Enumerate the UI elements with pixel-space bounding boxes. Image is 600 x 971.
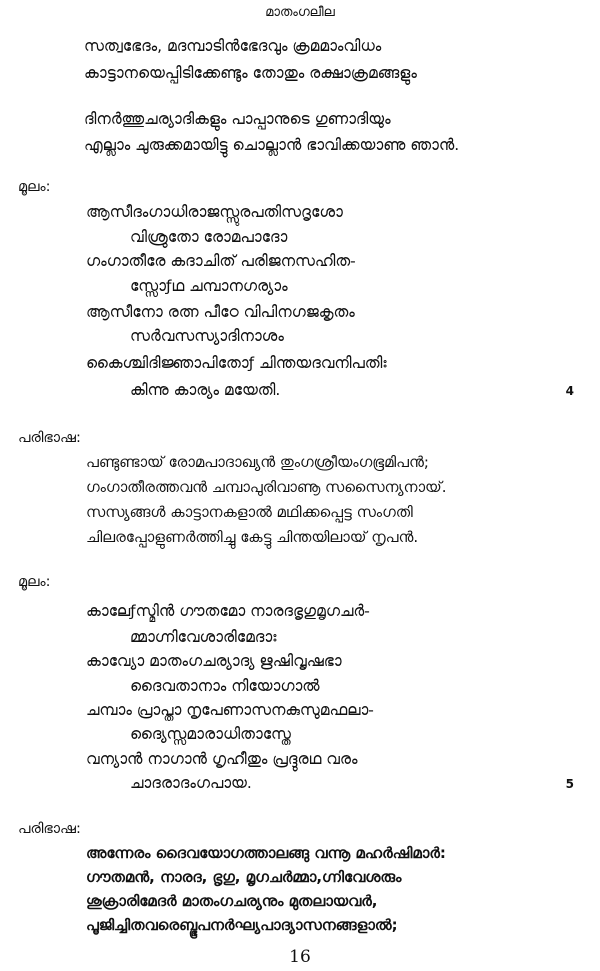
verse-line: ചമ്പാം പ്രാപ്താ നൃപേണാസനകുസുമഫലാ- bbox=[86, 701, 374, 719]
translation-line: അന്നേരം ദൈവയോഗത്താലങ്ങു വന്നൂ മഹർഷിമാർ: bbox=[86, 844, 446, 862]
verse-line: ഗംഗാതീരേ കദാചിത് പരിജനസഹിത- bbox=[86, 252, 356, 270]
paribhasha-label: പരിഭാഷ: bbox=[18, 821, 81, 837]
verse-line: ദൈവതാനാം നിയോഗാൽ bbox=[130, 677, 320, 695]
verse-line: ചാദരാദംഗപായ. bbox=[130, 774, 252, 792]
running-header: മാതംഗലീല bbox=[265, 5, 335, 20]
translation-line: പൂജിച്ചിതവരെബ്ഭൂപനർഘ്യപാദ്യാസനങ്ങളാൽ; bbox=[86, 916, 398, 934]
translation-line: പണ്ടുണ്ടായ് രോമപാദാഖ്യൻ തുംഗശ്രീയംഗഭൂമിപൻ; bbox=[86, 453, 429, 471]
verse-line: കൈശ്ചിദിജ്ഞാപിതോƒ ചിന്തയദവനിപതിഃ bbox=[86, 354, 387, 372]
intro-line: സത്വഭേദം, മദമ്പാടിൻഭേദവും ക്രമമാംവിധം bbox=[84, 37, 382, 55]
verse-line: വന്യാൻ നാഗാൻ ഗൃഹീതും പ്രദ്ദുരഥ വരം bbox=[86, 750, 358, 768]
translation-line: ഗംഗാതീരത്തവൻ ചമ്പാപുരിവാണൂ സസൈന്യനായ്. bbox=[86, 478, 447, 496]
paribhasha-label: പരിഭാഷ: bbox=[18, 430, 81, 446]
intro-line: കാട്ടാനയെപ്പിടിക്കേണ്ടും തോതും രക്ഷാക്രമങ്ങളും bbox=[84, 64, 417, 82]
verse-line: വിശ്രുതോ രോമപാദോ bbox=[130, 228, 288, 246]
verse-line: സ്സോƒഥ ചമ്പാനഗര്യാം bbox=[130, 277, 288, 295]
translation-line: ശുക്രാരിമേദർ മാതംഗചര്യനും മുതലായവർ, bbox=[86, 892, 378, 910]
verse-line: സർവസസ്യാദിനാശം bbox=[130, 327, 284, 345]
verse-line: ആസീദംഗാധിരാജസ്സുരപതിസദൃശോ bbox=[86, 203, 343, 221]
translation-line: സസ്യങ്ങൾ കാട്ടാനകളാൽ മഥിക്കപ്പെട്ട സംഗതി bbox=[86, 503, 413, 521]
moolam-label: മൂലം: bbox=[18, 574, 51, 590]
translation-line: ചിലരപ്പോളുണർത്തിച്ചു കേട്ടു ചിന്തയിലായ് നൃപൻ. bbox=[86, 528, 419, 546]
verse-line: ആസീനോ രത്ന പീഠേ വിപിനഗജകൃതം bbox=[86, 303, 355, 321]
verse-line: ദ്യൈസ്സമാരാധിതാസ്തേ bbox=[130, 725, 291, 743]
verse-line: കിന്നു കാര്യം മയേതി. bbox=[130, 381, 281, 399]
intro-line: ദിനർത്തുചര്യാദികളും പാപ്പാനുടെ ഗുണാദിയും bbox=[84, 110, 391, 128]
verse-line: കാലേƒസ്മിൻ ഗൗതമോ നാരദഭൃഗുമൃഗചർ- bbox=[86, 602, 370, 620]
verse-line: കാവ്യോ മാതംഗചര്യാദ്യ ഋഷിവൃഷഭാ bbox=[86, 652, 342, 670]
page-number: 16 bbox=[289, 947, 311, 967]
translation-line: ഗൗതമൻ, നാരദ, ഭൃഗു, മൃഗചർമ്മാ,ഗ്നിവേശരും bbox=[86, 868, 402, 886]
verse-line: മ്മാഗ്നിവേശാരിമേദാഃ bbox=[130, 628, 277, 646]
intro-line: എല്ലാം ചുരുക്കമായിട്ടു ചൊല്ലാൻ ഭാവിക്കയാണു ഞാൻ. bbox=[84, 136, 460, 154]
verse-number: 4 bbox=[565, 384, 574, 398]
verse-number: 5 bbox=[565, 777, 574, 791]
moolam-label: മൂലം: bbox=[18, 179, 51, 195]
